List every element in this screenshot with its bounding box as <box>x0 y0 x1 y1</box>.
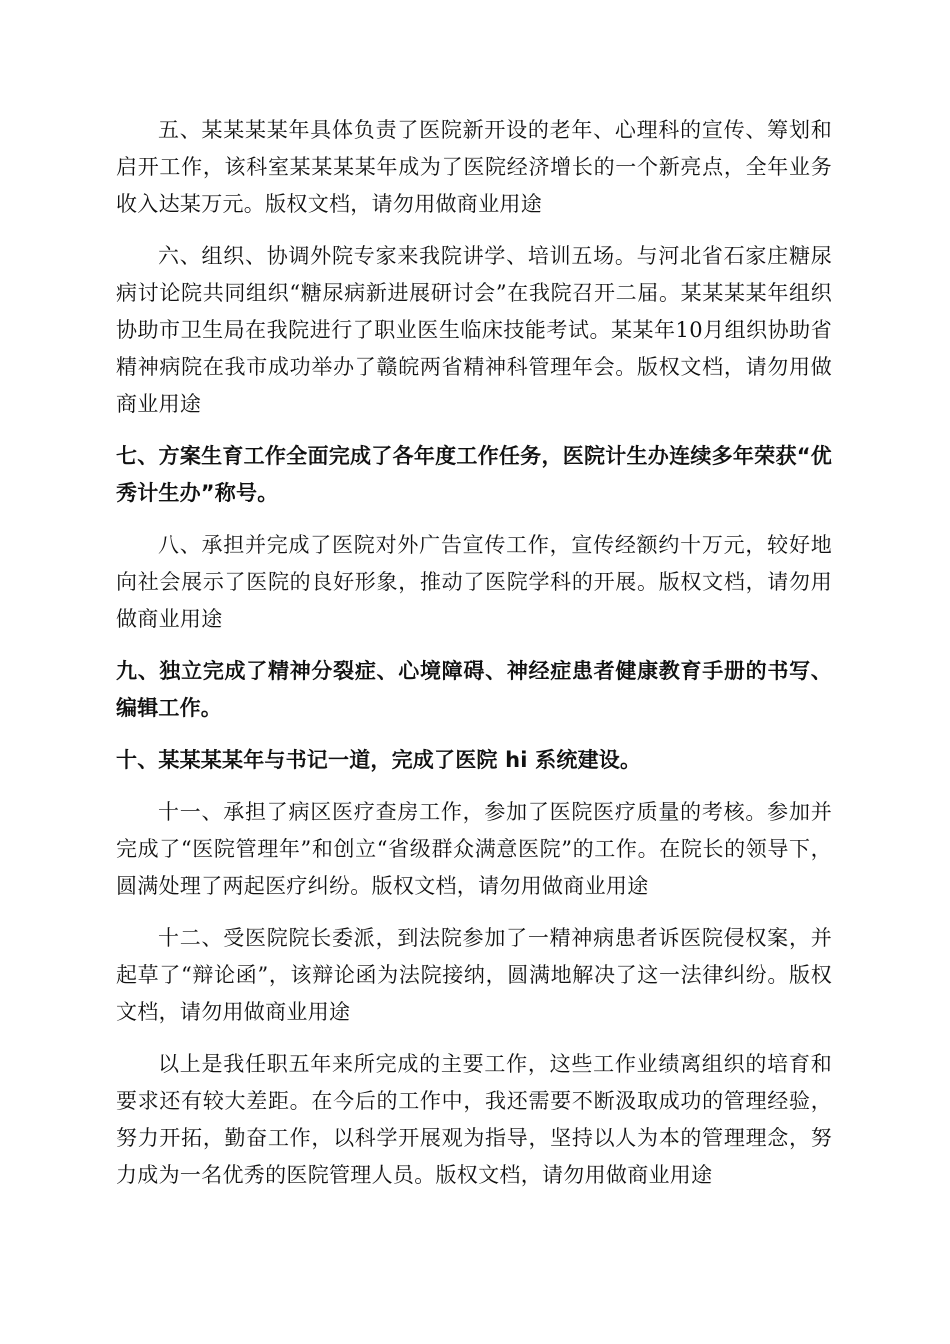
paragraph-10: 十、某某某某年与书记一道，完成了医院 hi 系统建设。 <box>116 748 642 772</box>
paragraph-summary: 以上是我任职五年来所完成的主要工作，这些工作业绩离组织的培育和要求还有较大差距。在今后的工作中，我还需要不断汲取成功的管理经验，努力开拓，勤奋工作，以科学开展观为指导，坚持以人为本的管理理念，努力成为一名优秀的医院管理人员。版权文档，请勿用做商业用途 <box>116 1052 832 1187</box>
paragraph-7: 七、方案生育工作全面完成了各年度工作任务，医院计生办连续多年荣获“优秀计生办”称号。 <box>116 444 832 505</box>
document-body <box>116 112 832 1209</box>
paragraph-9: 九、独立完成了精神分裂症、心境障碍、神经症患者健康教育手册的书写、编辑工作。 <box>116 659 832 720</box>
paragraph-5: 五、某某某某年具体负责了医院新开设的老年、心理科的宣传、筹划和启开工作，该科室某某某某年成为了医院经济增长的一个新亮点，全年业务收入达某万元。版权文档，请勿用做商业用途 <box>116 118 832 216</box>
paragraph-6: 六、组织、协调外院专家来我院讲学、培训五场。与河北省石家庄糖尿病讨论院共同组织“糖尿病新进展研讨会”在我院召开二届。某某某某年组织协助市卫生局在我院进行了职业医生临床技能考试。某某年10月组织协助省精神病院在我市成功举办了赣皖两省精神科管理年会。版权文档，请勿用做商业用途 <box>116 244 832 416</box>
paragraph-8: 八、承担并完成了医院对外广告宣传工作，宣传经额约十万元，较好地向社会展示了医院的良好形象，推动了医院学科的开展。版权文档，请勿用做商业用途 <box>116 533 832 631</box>
paragraph-11: 十一、承担了病区医疗查房工作，参加了医院医疗质量的考核。参加并完成了“医院管理年”和创立“省级群众满意医院”的工作。在院长的领导下，圆满处理了两起医疗纠纷。版权文档，请勿用做商业用途 <box>116 800 832 898</box>
paragraph-12: 十二、受医院院长委派，到法院参加了一精神病患者诉医院侵权案，并起草了“辩论函”，该辩论函为法院接纳，圆满地解决了这一法律纠纷。版权文档，请勿用做商业用途 <box>116 926 832 1024</box>
